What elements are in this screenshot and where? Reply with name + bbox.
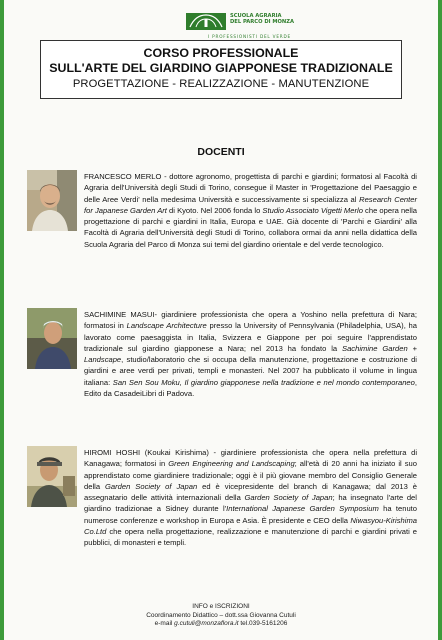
bio-italic-text: Garden Society of Japan (244, 493, 333, 503)
left-green-border (0, 0, 4, 640)
bio-text: ha tenuto numerose conferenze e workshop in Europa e Asia. È presidente e CEO della (84, 504, 417, 525)
teacher-bio (84, 309, 417, 399)
teacher-bio (84, 447, 417, 549)
course-subtitle: PROGETTAZIONE - REALIZZAZIONE - MANUTENZIONE (72, 78, 370, 90)
bio-italic-text: Green Engineering and Landscaping (168, 459, 295, 469)
bio-italic-text: International Japanese Garden Symposium (226, 504, 379, 514)
course-title-box (40, 40, 402, 99)
logo-text-line1: SCUOLA AGRARIA (230, 13, 282, 19)
bio-italic-text: Niwasyou-Kirishima Co.Ltd (84, 515, 417, 537)
bio-italic-text: Landscape Architecture (126, 321, 207, 331)
bio-text: di Kyoto. Nel 2006 fonda lo (166, 205, 263, 215)
right-green-border (438, 0, 442, 640)
bio-text: SACHIMINE MASUI- giardiniere professionista che opera a Yoshino nella prefettura di Nara; formatosi in (84, 310, 417, 331)
logo-tagline: I PROFESSIONISTI DEL VERDE (208, 34, 291, 39)
bio-italic-text: Garden Society of Japan (105, 481, 198, 491)
course-title-line1: CORSO PROFESSIONALE (143, 46, 299, 60)
bio-text: , studio/laboratorio che si occupa della manutenzione, progettazione e costruzione di giardini e aree verdi per privati, templi e monasteri. Nel 2007 ha pubblicato il volume in lingua italiana: (84, 355, 417, 387)
bio-text: che opera nella progettazione di parchi e giardini in Italia, Europa e UAE. Già docente di 'Parchi e Giardini' alla Facoltà di Agraria dell'Università degli Studi di Torino, collabora ormai da anni nella didattica della Scuola Agraria del Parco di Monza sui temi del giardino orientale e del verde tecnologico. (84, 205, 417, 249)
teacher-bio (84, 171, 417, 250)
bio-italic-text: Studio Associato Vigetti Merlo (262, 205, 363, 215)
footer-info-title: INFO e ISCRIZIONI (192, 603, 250, 610)
footer-contact (0, 620, 442, 629)
logo-text-line2: DEL PARCO DI MONZA (230, 19, 295, 25)
bio-text: , Edito da CasadeiLibri di Padova. (84, 377, 417, 399)
bio-italic-text: Sachimine Garden + Landscape (84, 343, 417, 365)
section-title: DOCENTI (197, 146, 245, 158)
bio-text: ; ha insegnato l'arte del giardino tradizionae a Sidney durante l' (84, 493, 417, 514)
footer-coordinator: Coordinamento Didattico – dott.ssa Giovanna Cutuli (146, 611, 296, 619)
teacher-photo-hoshi (27, 446, 77, 507)
teacher-photo-merlo (27, 170, 77, 231)
bio-text: ed è vicepresidente del branch di Kanagawa; dal 2013 è assegnatario delle attività internazionali della (84, 481, 417, 503)
teacher-photo-masui (27, 308, 77, 369)
bio-text: HIROMI HOSHI (Koukai Kirishima) - giardiniere professionista che opera nella prefettura di Kanagawa; formatosi in (84, 448, 417, 469)
bio-italic-text: San Sen Sou Moku, Il giardino giapponese nella tradizione e nel mondo contemporaneo (112, 377, 415, 387)
footer-info (0, 603, 442, 629)
footer-email-label: e-mail (154, 620, 175, 627)
bio-text: presso la University of Pennsylvania (Philadelphia, USA), ha lavorato come paesaggista in Italia, Svizzera e Giappone per poi seguire l'apprendistato tradizionale sul giardino giapponese a Nara; nel 2013 ha fondato la (84, 321, 417, 353)
bio-italic-text: Research Center for Japanese Garden Art (84, 194, 418, 215)
footer-email-link[interactable]: g.cutuli@monzaflora.it (174, 620, 239, 627)
bio-text: che opera nella progettazione, realizzazione e manutenzione di parchi e giardini privati e pubblici, di monasteri e templi. (84, 527, 417, 548)
school-logo (184, 10, 304, 39)
course-title-line2: SULL'ARTE DEL GIARDINO GIAPPONESE TRADIZIONALE (49, 61, 393, 75)
footer-phone: tel.039-5161206 (238, 620, 288, 627)
leaf-logo-icon (184, 10, 228, 32)
bio-text: FRANCESCO MERLO - dottore agronomo, progettista di parchi e giardini; formatosi al Facoltà di Agraria dell'Università degli Studi di Torino, consegue il Master in 'Progettazione del Paesaggio e delle Aree Verdi' nella medesima Università e successivamente si specializza al (84, 172, 417, 204)
bio-text: ; all'età di 20 anni ha iniziato il suo apprendistato come giardiniere tradizionale; oggi è il più giovane membro del Consiglio Generale della (84, 459, 418, 491)
